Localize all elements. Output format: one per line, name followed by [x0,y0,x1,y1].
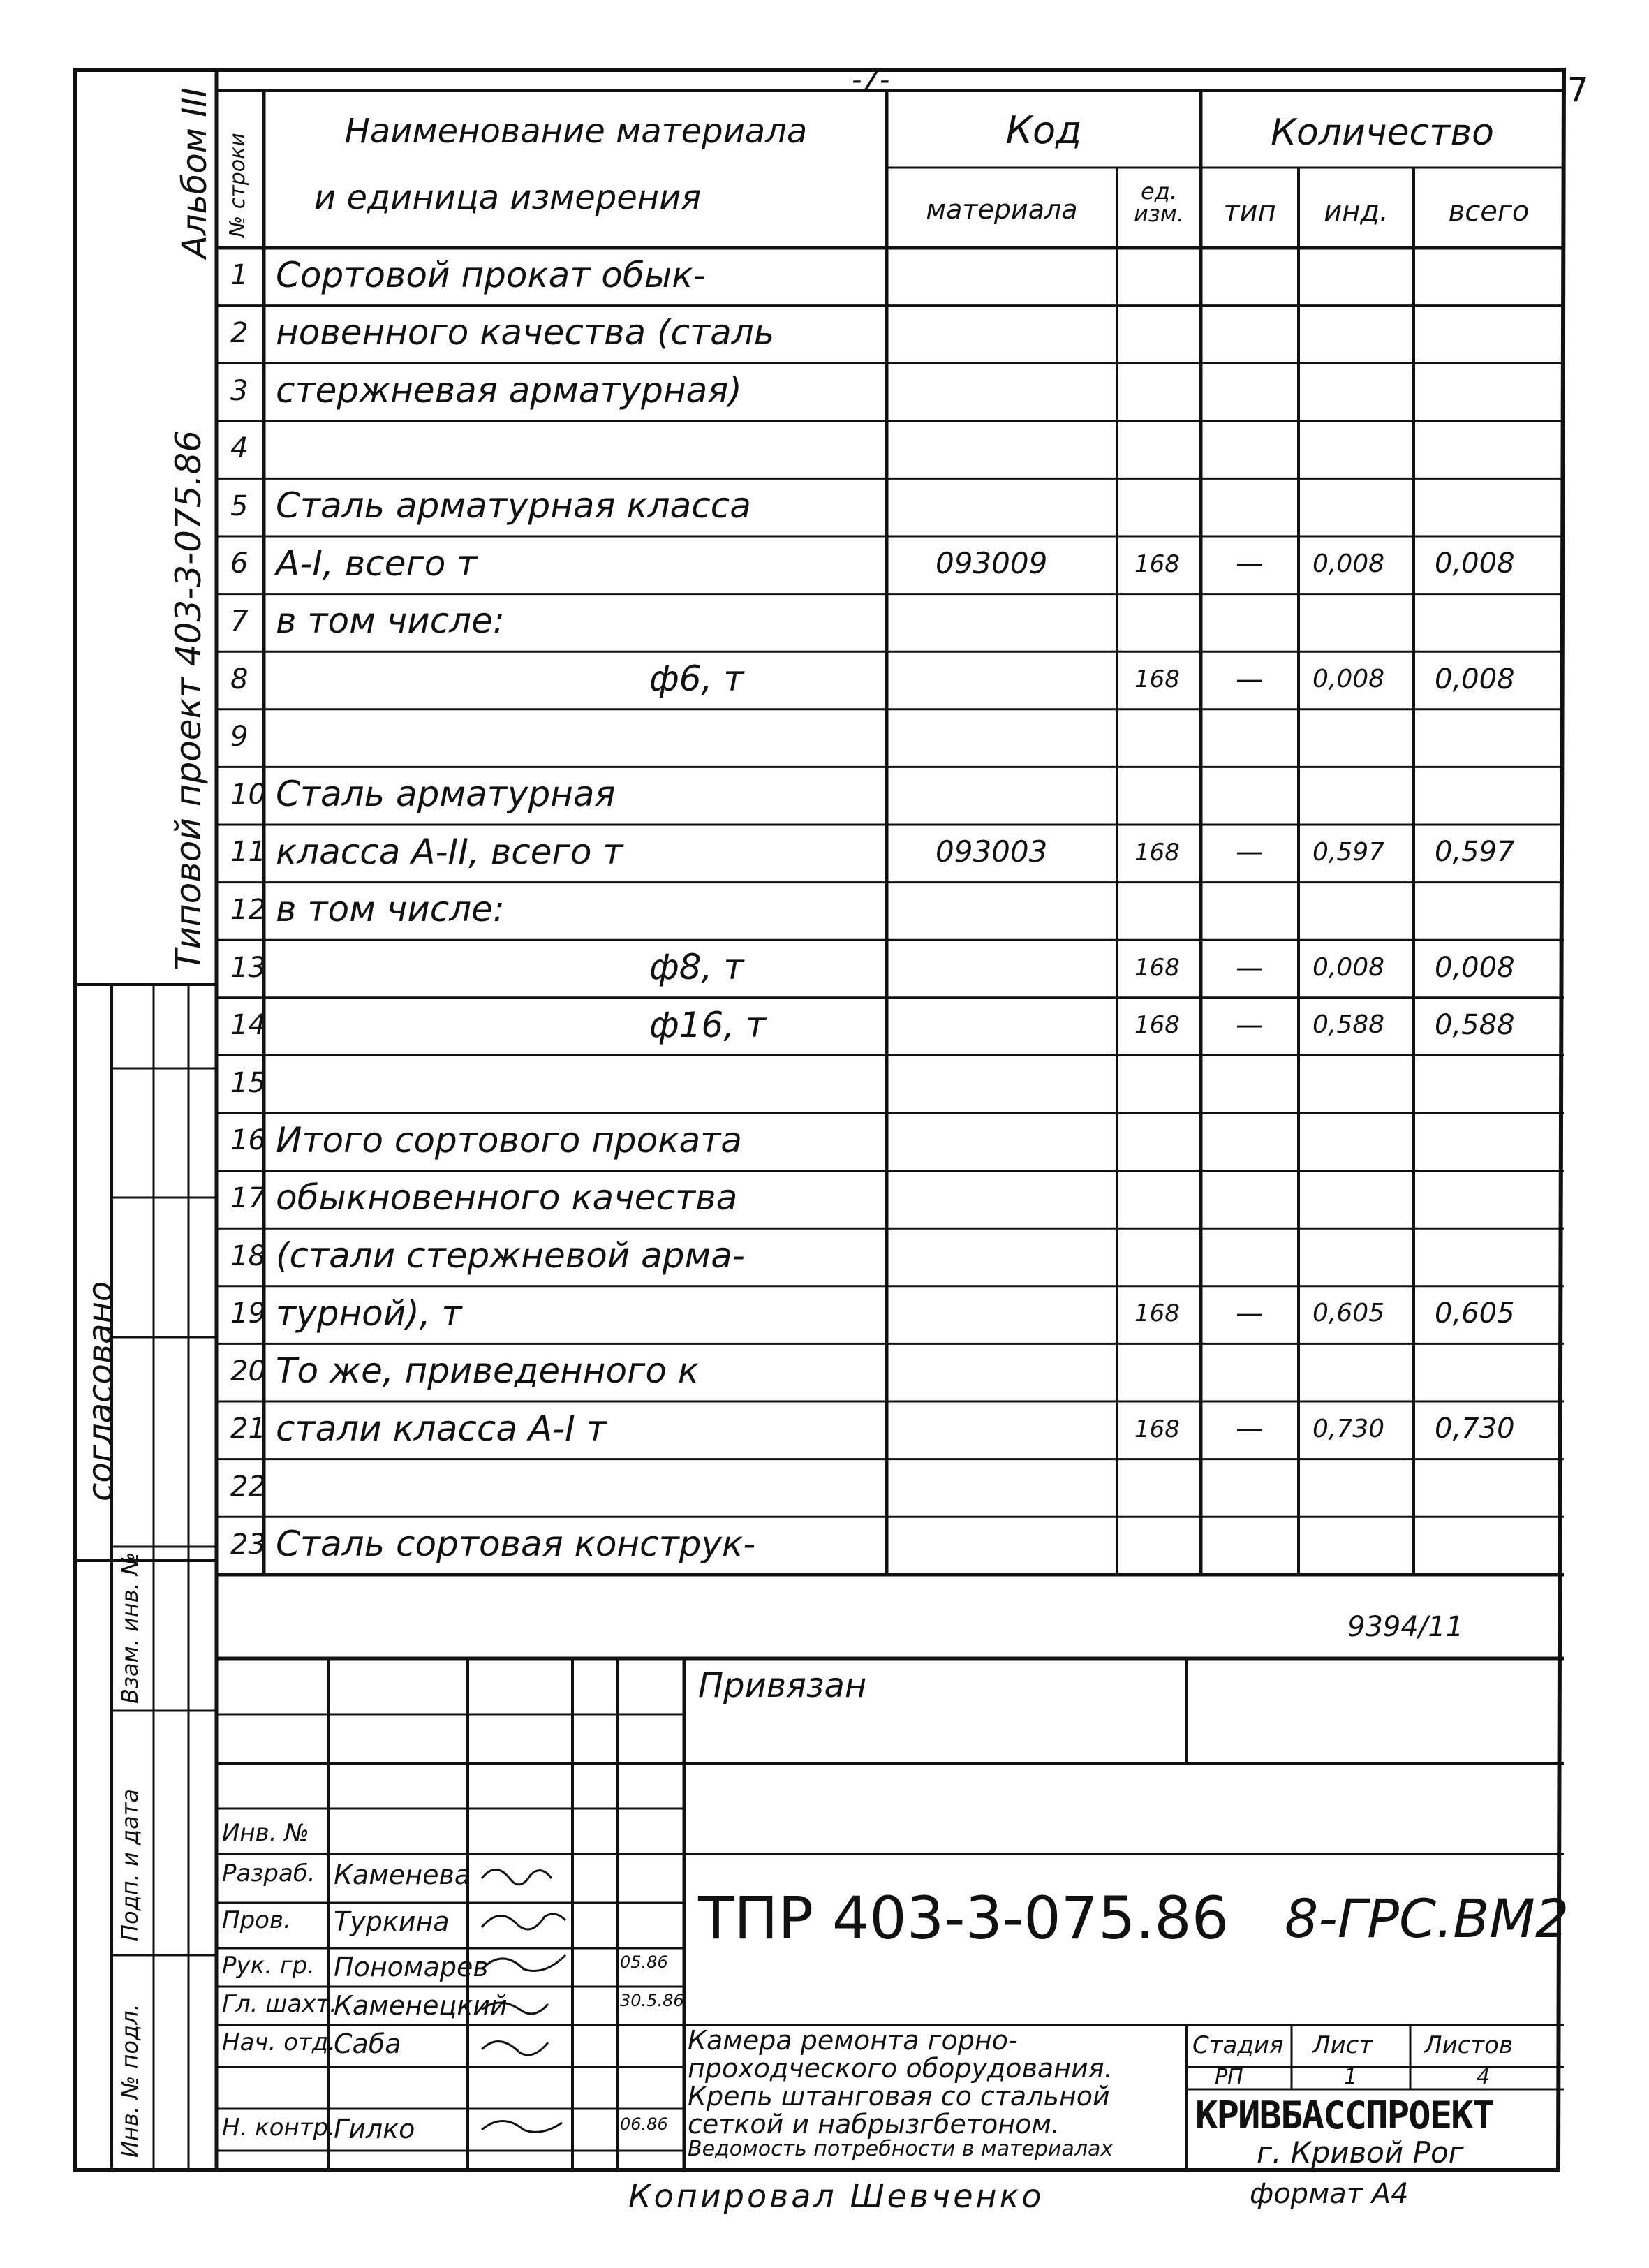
qty-individual: 0,730 [1312,1414,1385,1443]
row-number: 20 [230,1355,266,1387]
qty-type: — [1236,1009,1264,1042]
header-name-line1: Наименование материала [344,112,808,151]
qty-total: 0,008 [1435,547,1515,580]
row-number: 19 [230,1297,266,1330]
header-typ: тип [1223,196,1276,228]
field-replace-inv: Взам. инв. № [117,1552,143,1704]
row-number: 21 [230,1413,266,1445]
qty-total: 0,588 [1435,1009,1515,1042]
unit-code: 168 [1134,953,1180,982]
qty-individual: 0,588 [1312,1010,1385,1040]
row-number: 4 [230,432,249,465]
album-label: Альбом III [175,87,214,258]
row-number: 1 [230,259,249,292]
project-label: Типовой проект 403-3-075.86 [168,429,209,971]
header-total: всего [1448,196,1530,228]
header-name-line2: и единица измерения [314,178,702,217]
qty-type: — [1236,547,1264,580]
staff-name: Туркина [334,1906,450,1937]
material-name: обыкновенного качества [276,1177,738,1218]
material-name: ф16, т [649,1004,767,1045]
material-name: Итого сортового проката [276,1119,742,1161]
description-line: проходческого оборудования. [688,2053,1113,2084]
material-name: (стали стержневой арма- [276,1235,745,1276]
description-line: Крепь штанговая со стальной [688,2081,1110,2112]
row-number: 17 [230,1181,266,1214]
material-name: ф8, т [649,947,744,987]
field-sign-date: Подп. и дата [117,1789,143,1941]
unit-code: 168 [1134,1299,1180,1328]
row-number: 16 [230,1124,266,1157]
staff-name: Гилко [334,2114,415,2144]
staff-name: Каменецкий [334,1990,508,2021]
qty-total: 0,605 [1435,1297,1515,1330]
sheets-label: Листов [1424,2031,1514,2059]
city: г. Кривой Рог [1257,2135,1464,2170]
header-quantity: Количество [1271,112,1494,154]
header-material: материала [926,194,1078,225]
row-number: 23 [230,1528,266,1561]
qty-total: 0,008 [1435,663,1515,695]
copied-by: Копировал Шевченко [628,2177,1044,2215]
staff-role: Гл. шахт. [222,1990,337,2018]
paper-format: формат А4 [1250,2178,1409,2210]
staff-name: Пономарев [334,1952,489,1982]
page-number: -7- [852,64,890,96]
qty-type: — [1236,1297,1264,1330]
qty-type: — [1236,663,1264,695]
qty-total: 0,730 [1435,1413,1515,1445]
designation: ТПР 403-3-075.86 [698,1884,1229,1952]
agreed-label: согласовано [81,1281,120,1501]
material-name: стали класса А-I т [276,1408,607,1449]
description-line: сеткой и набрызгбетоном. [688,2109,1060,2140]
row-number: 3 [230,374,249,407]
unit-code: 168 [1134,1415,1180,1443]
material-name: А-I, всего т [276,543,478,584]
corner-sheet-number: 7 [1567,71,1589,110]
header-unit: ед. изм. [1133,178,1185,227]
row-number: 13 [230,951,266,984]
document-description [688,2027,1185,2164]
unit-code: 168 [1134,665,1180,693]
staff-name: Каменева [334,1860,471,1890]
material-name: класса А-II, всего т [276,831,623,872]
qty-type: — [1236,1413,1264,1445]
material-name: Сортовой прокат обык- [276,254,706,295]
row-number: 22 [230,1470,266,1503]
sheet-label: Лист [1312,2031,1373,2059]
material-name: новенного качества (сталь [276,312,775,353]
row-number: 15 [230,1066,266,1099]
material-name: в том числе: [276,889,505,930]
sheets-value: 4 [1477,2065,1491,2089]
qty-total: 0,597 [1435,836,1515,869]
material-name: То же, приведенного к [276,1350,700,1392]
material-name: стержневая арматурная) [276,370,742,411]
qty-individual: 0,008 [1312,549,1385,578]
staff-role: Разраб. [222,1860,316,1887]
row-number: 6 [230,547,249,580]
description-line: Камера ремонта горно- [688,2025,1018,2056]
qty-individual: 0,008 [1312,952,1385,982]
row-number: 10 [230,778,266,811]
qty-total: 0,008 [1435,951,1515,984]
row-number: 8 [230,663,249,695]
row-number: 14 [230,1009,266,1042]
doc-code: 8-ГРС.ВМ2 [1285,1887,1569,1950]
material-code: 093003 [936,834,1048,869]
row-number: 12 [230,893,266,926]
stage-value: РП [1215,2065,1243,2089]
row-number: 5 [230,489,249,522]
unit-code: 168 [1134,550,1180,578]
staff-name: Саба [334,2028,401,2059]
row-number: 11 [230,836,266,869]
staff-role: Пров. [222,1906,291,1934]
stage-label: Стадия [1192,2031,1284,2059]
material-code: 093009 [936,546,1048,581]
inv-no-label: Инв. № [222,1819,309,1847]
qty-individual: 0,597 [1312,837,1385,867]
sheet-value: 1 [1344,2065,1358,2089]
staff-role: Нач. отд. [222,2028,337,2056]
archive-number: 9394/11 [1347,1611,1464,1643]
header-ind: инд. [1324,196,1389,228]
description-line: Ведомость потребности в материалах [688,2137,1114,2161]
qty-type: — [1236,951,1264,984]
staff-date: 06.86 [620,2114,668,2134]
bound-label: Привязан [698,1666,867,1705]
row-number: 9 [230,721,249,753]
material-name: Сталь арматурная [276,774,616,815]
row-number: 7 [230,605,249,638]
row-number: 18 [230,1239,266,1272]
qty-individual: 0,605 [1312,1299,1385,1328]
staff-date: 30.5.86 [620,1991,684,2010]
qty-individual: 0,008 [1312,664,1385,693]
header-code: Код [1005,108,1082,152]
qty-type: — [1236,836,1264,869]
material-name: Сталь сортовая конструк- [276,1524,756,1564]
field-inv-original: Инв. № подл. [117,2003,143,2158]
unit-code: 168 [1134,1011,1180,1040]
staff-role: Н. контр. [222,2114,336,2142]
material-name: турной), т [276,1293,462,1334]
unit-code: 168 [1134,838,1180,867]
staff-role: Рук. гр. [222,1952,316,1980]
material-name: Сталь арматурная класса [276,485,751,526]
organization-name: КРИВБАССПРОЕКТ [1195,2093,1494,2137]
header-row-no: № строки [225,133,250,237]
material-name: в том числе: [276,601,505,642]
row-number: 2 [230,316,249,349]
material-name: ф6, т [649,658,744,699]
staff-date: 05.86 [620,1952,668,1972]
